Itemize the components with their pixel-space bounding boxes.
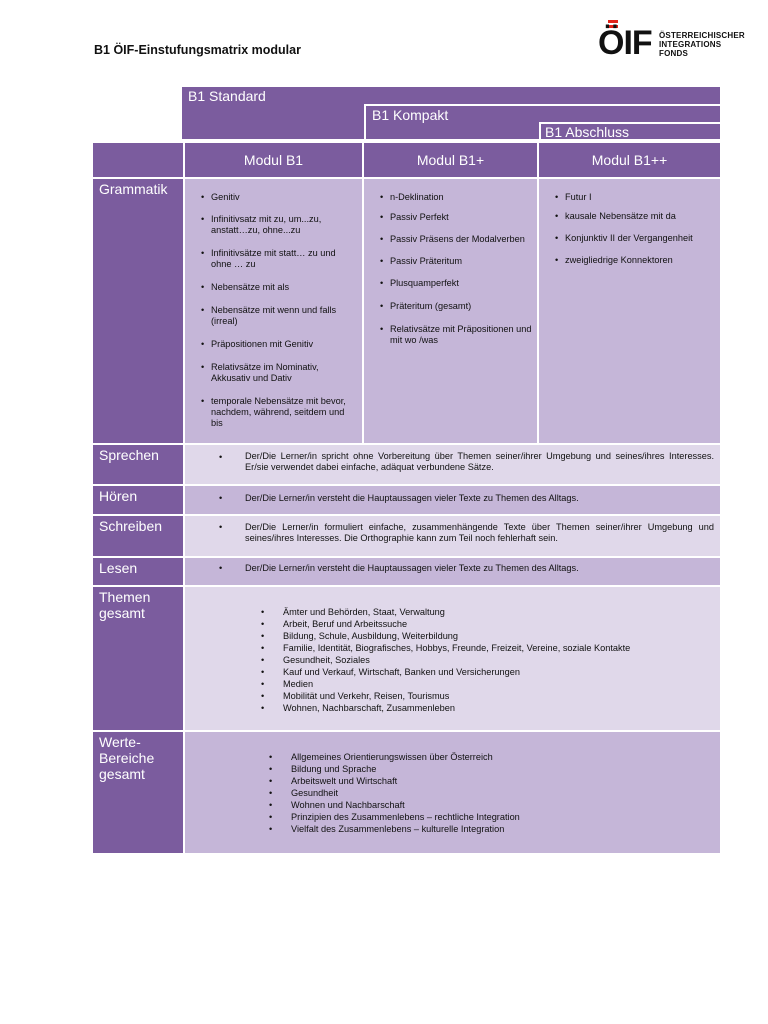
- werte-cell: [185, 732, 720, 853]
- grammatik-b1-cell: [185, 179, 362, 443]
- list-item: • Gesundheit: [265, 787, 520, 799]
- list-item: • Genitiv: [201, 192, 357, 203]
- list-item: • Relativsätze mit Präpositionen und mit wo /was: [380, 324, 532, 346]
- list-item: • Futur I: [555, 192, 717, 203]
- list-item: • Passiv Perfekt: [380, 212, 532, 223]
- list-item: • n-Deklination: [380, 192, 532, 203]
- list-item: • Allgemeines Orientierungswissen über Österreich: [265, 751, 520, 763]
- row-label-schreiben: Schreiben: [93, 516, 183, 556]
- list-item: • Nebensätze mit als: [201, 282, 357, 293]
- document-title: B1 ÖIF-Einstufungsmatrix modular: [94, 43, 301, 57]
- row-label-werte: Werte- Bereiche gesamt: [93, 732, 183, 853]
- hoeren-cell: • Der/Die Lerner/in versteht die Hauptaussagen vieler Texte zu Themen des Alltags.: [185, 486, 720, 514]
- list-item: • Nebensätze mit wenn und falls (irreal): [201, 305, 357, 327]
- oif-logo: [598, 18, 758, 62]
- list-item: • Familie, Identität, Biografisches, Hobbys, Freunde, Freizeit, Vereine, soziale Kontakte: [257, 642, 630, 654]
- oif-logo-words: ÖSTERREICHISCHER INTEGRATIONS FONDS: [659, 31, 745, 58]
- list-item: • Medien: [257, 678, 630, 690]
- lesen-text: Der/Die Lerner/in versteht die Hauptaussagen vieler Texte zu Themen des Alltags.: [245, 563, 579, 573]
- schreiben-text: Der/Die Lerner/in formuliert einfache, zusammenhängende Texte über Themen seiner/ihrer Umgebung und seines/ihres Interesses. Die Orthographie kann zum Teil noch fehlerhaft sein.: [245, 522, 714, 543]
- corner-cell: [93, 143, 183, 177]
- list-item: • Prinzipien des Zusammenlebens – rechtliche Integration: [265, 811, 520, 823]
- list-item: • Infinitivsätze mit statt… zu und ohne … zu: [201, 248, 357, 270]
- list-item: • Ämter und Behörden, Staat, Verwaltung: [257, 606, 630, 618]
- list-item: • Bildung, Schule, Ausbildung, Weiterbildung: [257, 630, 630, 642]
- list-item: • Plusquamperfekt: [380, 278, 532, 289]
- list-item: • Infinitivsatz mit zu, um...zu, anstatt…zu, ohne...zu: [201, 214, 357, 236]
- list-item: • Präpositionen mit Genitiv: [201, 339, 357, 350]
- list-item: • Arbeit, Beruf und Arbeitssuche: [257, 618, 630, 630]
- themen-cell: [185, 587, 720, 730]
- band-b1-standard: B1 Standard: [182, 87, 720, 139]
- row-label-hoeren: Hören: [93, 486, 183, 514]
- list-item: • Relativsätze im Nominativ, Akkusativ und Dativ: [201, 362, 357, 384]
- header-modul-b1-plus: Modul B1+: [364, 143, 537, 177]
- list-item: • Mobilität und Verkehr, Reisen, Tourismus: [257, 690, 630, 702]
- list-item: • Arbeitswelt und Wirtschaft: [265, 775, 520, 787]
- list-item: • zweigliedrige Konnektoren: [555, 255, 717, 266]
- hoeren-text: Der/Die Lerner/in versteht die Hauptaussagen vieler Texte zu Themen des Alltags.: [245, 493, 579, 503]
- row-label-themen: Themen gesamt: [93, 587, 183, 730]
- list-item: • Bildung und Sprache: [265, 763, 520, 775]
- list-item: • Wohnen und Nachbarschaft: [265, 799, 520, 811]
- list-item: • Vielfalt des Zusammenlebens – kulturelle Integration: [265, 823, 520, 835]
- band-b1-kompakt: B1 Kompakt: [364, 104, 720, 139]
- schreiben-cell: • Der/Die Lerner/in formuliert einfache, zusammenhängende Texte über Themen seiner/ihrer Umgebung und seines/ihres Interesses. Die Orthographie kann zum Teil noch fehlerhaft sein.: [185, 516, 720, 556]
- list-item: • Wohnen, Nachbarschaft, Zusammenleben: [257, 702, 630, 714]
- list-item: • Kauf und Verkauf, Wirtschaft, Banken und Versicherungen: [257, 666, 630, 678]
- list-item: • kausale Nebensätze mit da: [555, 211, 717, 222]
- list-item: • Präteritum (gesamt): [380, 301, 532, 312]
- oif-logo-mark: [598, 18, 654, 62]
- list-item: • Passiv Präsens der Modalverben: [380, 234, 532, 245]
- row-label-sprechen: Sprechen: [93, 445, 183, 484]
- row-label-grammatik: Grammatik: [93, 179, 183, 443]
- list-item: • temporale Nebensätze mit bevor, nachdem, während, seitdem und bis: [201, 396, 357, 429]
- oif-logo-letters: ÖIF: [598, 24, 652, 62]
- row-label-lesen: Lesen: [93, 558, 183, 585]
- grammatik-b1-plus-cell: [364, 179, 537, 443]
- list-item: • Passiv Präteritum: [380, 256, 532, 267]
- header-modul-b1-plusplus: Modul B1++: [539, 143, 720, 177]
- sprechen-text: Der/Die Lerner/in spricht ohne Vorbereitung über Themen seiner/ihrer Umgebung und seines/ihres Interesses. Er/sie verwendet dabei einfache, adäquat verbundene Sätze.: [245, 451, 714, 472]
- grammatik-b1-plusplus-cell: [539, 179, 720, 443]
- band-b1-abschluss: B1 Abschluss: [539, 122, 720, 139]
- list-item: • Gesundheit, Soziales: [257, 654, 630, 666]
- header-modul-b1: Modul B1: [185, 143, 362, 177]
- sprechen-cell: • Der/Die Lerner/in spricht ohne Vorbereitung über Themen seiner/ihrer Umgebung und seines/ihres Interesses. Er/sie verwendet dabei einfache, adäquat verbundene Sätze.: [185, 445, 720, 484]
- lesen-cell: • Der/Die Lerner/in versteht die Hauptaussagen vieler Texte zu Themen des Alltags.: [185, 558, 720, 585]
- list-item: • Konjunktiv II der Vergangenheit: [555, 233, 717, 244]
